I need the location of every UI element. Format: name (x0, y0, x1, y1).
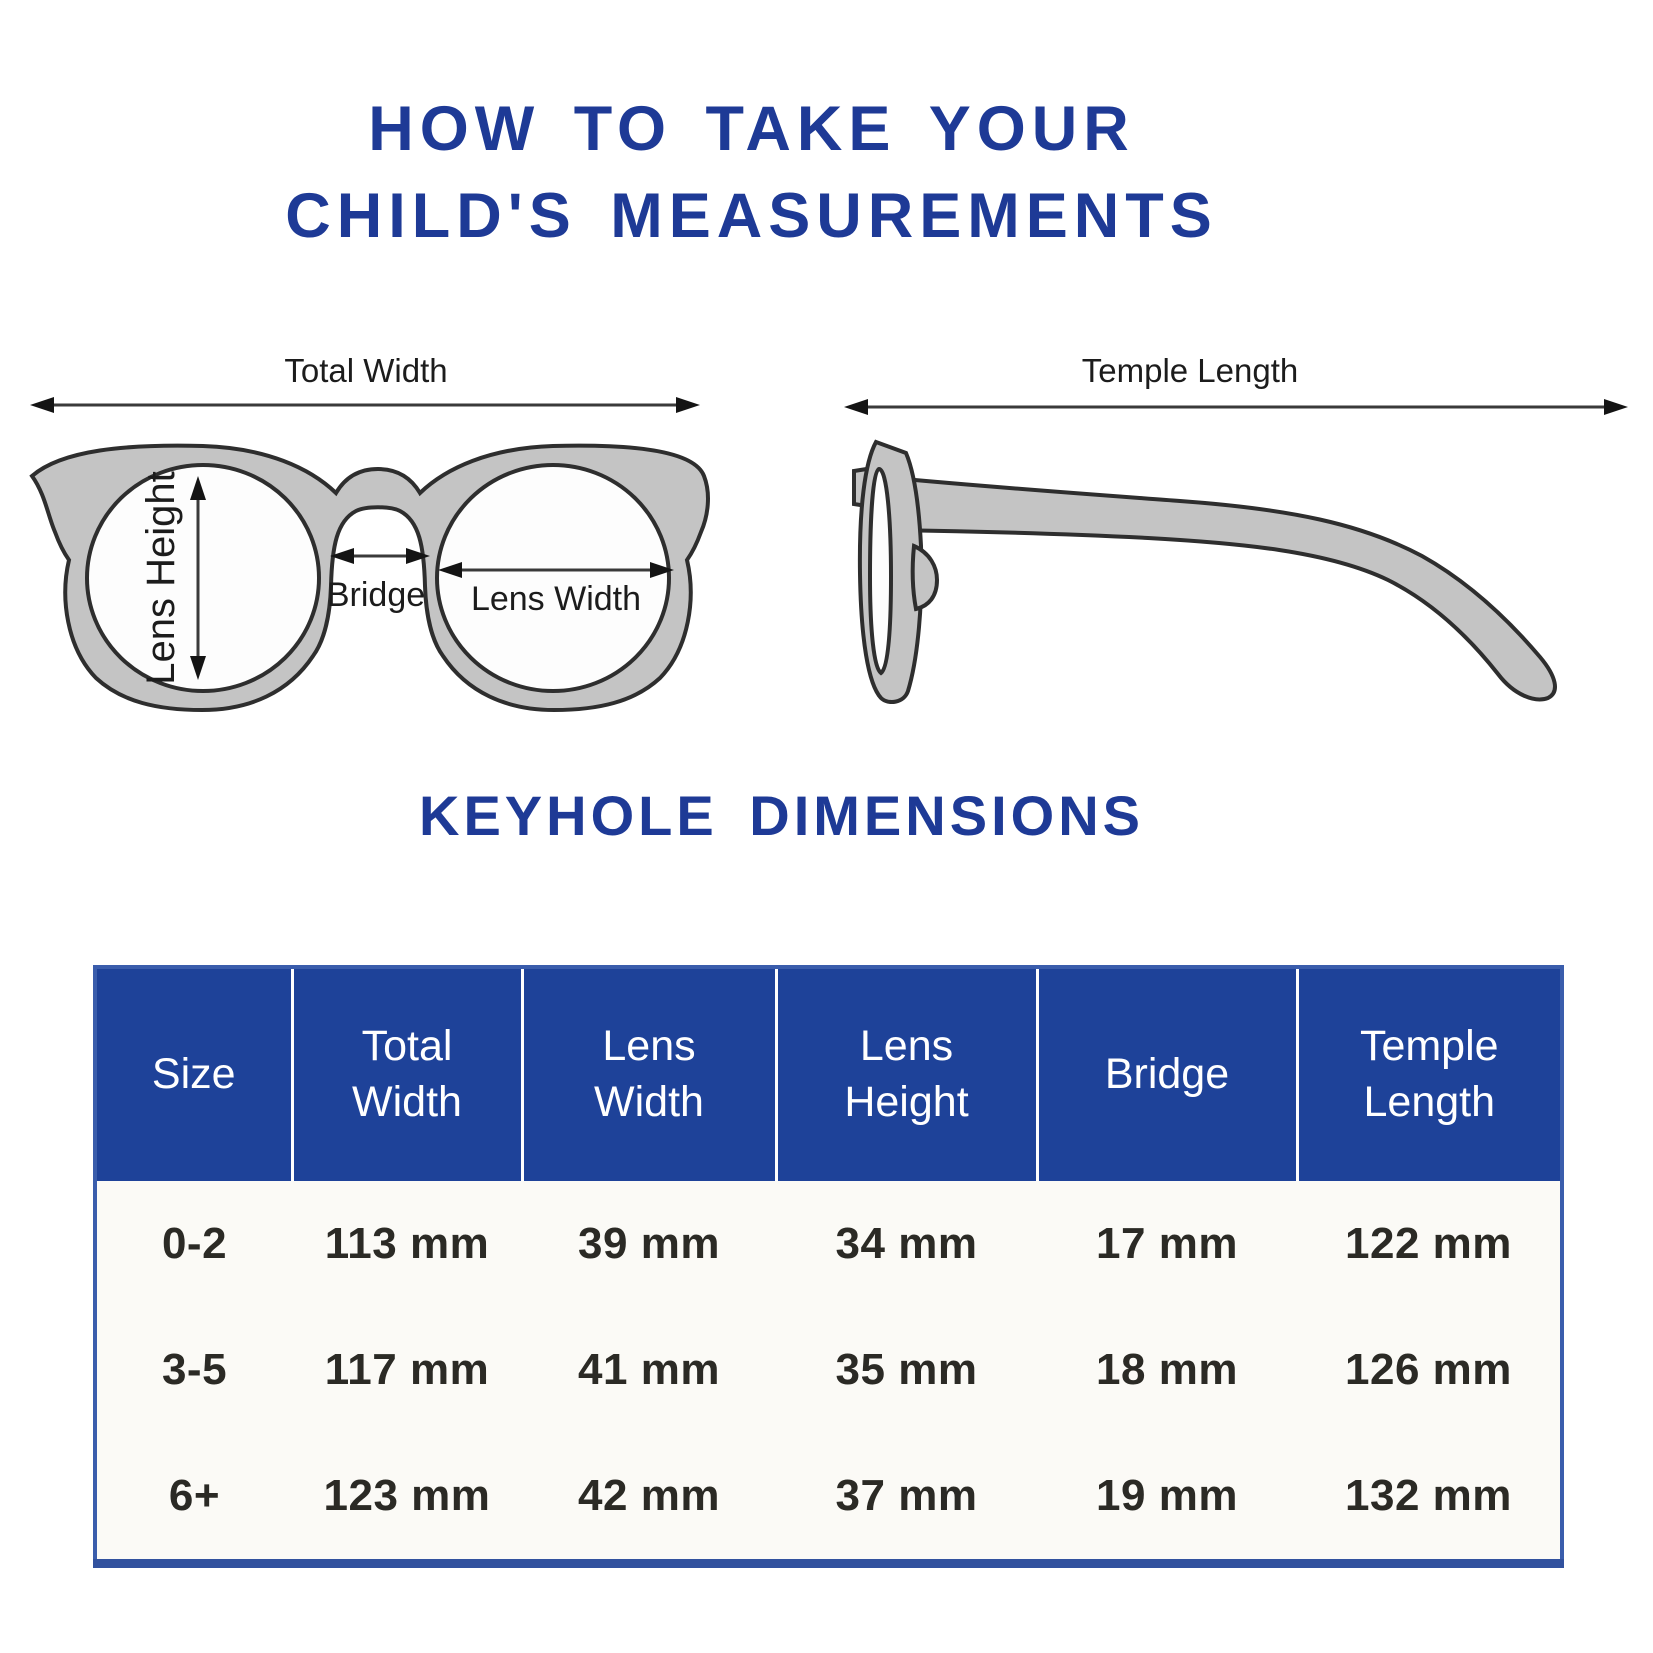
size-value: 0-2 (161, 1219, 228, 1268)
lens-width-label: Lens Width (470, 580, 642, 618)
glasses-side-view (844, 352, 1628, 702)
bridge-value: 17 mm (1096, 1219, 1238, 1268)
lens-width-value: 39 mm (578, 1219, 720, 1268)
total-width-value: 113 mm (324, 1219, 490, 1268)
page-title (0, 86, 1503, 260)
lens-height-value: 37 mm (835, 1471, 978, 1520)
col-header-bridge: Bridge (1037, 967, 1297, 1181)
lens-width-value: 41 mm (578, 1345, 720, 1394)
temple-length-value: 132 mm (1345, 1471, 1512, 1520)
nose-pad (913, 546, 937, 609)
keyhole-dimensions-table (93, 965, 1564, 1568)
lens-height-value: 35 mm (835, 1345, 978, 1394)
dimensions-table-container (93, 965, 1560, 1568)
section-title: KEYHOLE DIMENSIONS (419, 784, 1144, 847)
temple-length-label: Temple Length (1081, 352, 1299, 389)
table-row-size-3-5 (95, 1307, 1562, 1433)
temple-arm (893, 478, 1555, 699)
lens-side-glass (870, 469, 891, 673)
col-header-size: Size (95, 967, 292, 1181)
table-row-size-6-plus (95, 1433, 1562, 1564)
total-width-value: 117 mm (324, 1345, 490, 1394)
col-header-lens-width: Lens Width (522, 967, 776, 1181)
size-value: 3-5 (161, 1345, 228, 1394)
lens-width-value: 42 mm (578, 1471, 720, 1520)
temple-length-arrow (844, 399, 1628, 415)
size-value: 6+ (168, 1471, 221, 1520)
col-header-temple-length: Temple Length (1297, 967, 1562, 1181)
glasses-front-view (30, 352, 708, 710)
total-width-arrow (30, 397, 700, 413)
temple-length-value: 126 mm (1345, 1345, 1512, 1394)
temple-length-value: 122 mm (1345, 1219, 1512, 1268)
glasses-measurement-diagram (0, 330, 1653, 760)
bridge-arrow (330, 548, 430, 564)
total-width-value: 123 mm (323, 1471, 491, 1520)
page-title-line1: HOW TO TAKE YOUR (368, 94, 1135, 164)
table-header-row (95, 967, 1562, 1181)
lens-height-value: 34 mm (835, 1219, 978, 1268)
page-title-line2: CHILD'S MEASUREMENTS (285, 181, 1218, 251)
total-width-label: Total Width (284, 352, 448, 389)
col-header-lens-height: Lens Height (776, 967, 1037, 1181)
table-row-size-0-2 (95, 1181, 1562, 1307)
right-lens (437, 465, 669, 691)
lens-height-label: Lens Height (139, 471, 183, 685)
bridge-value: 18 mm (1096, 1345, 1238, 1394)
col-header-total-width: Total Width (292, 967, 522, 1181)
bridge-label: Bridge (326, 576, 426, 614)
bridge-value: 19 mm (1096, 1471, 1238, 1520)
